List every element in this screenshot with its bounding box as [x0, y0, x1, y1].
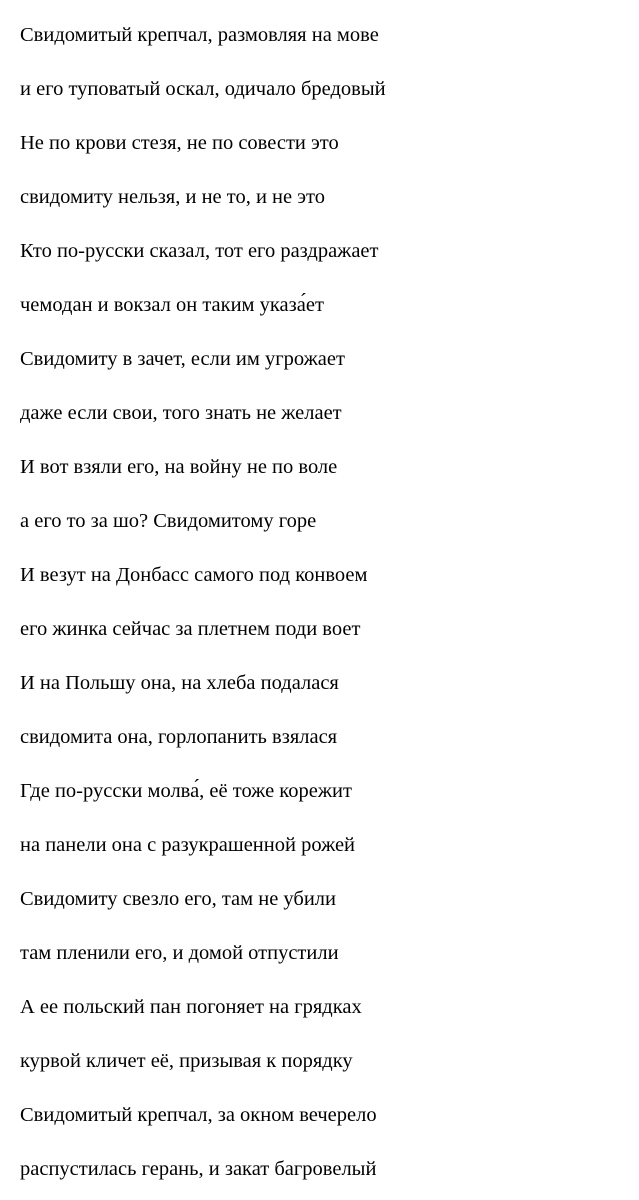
poem-line: И на Польшу она, на хлеба подалася [20, 672, 339, 694]
poem-line: Свидомитый крепчал, за окном вечерело [20, 1104, 377, 1126]
poem-line: даже если свои, того знать не желает [20, 402, 342, 424]
poem-line: распустилась герань, и закат багровелый [20, 1158, 377, 1180]
poem-line: Свидомитый крепчал, размовляя на мове [20, 24, 379, 46]
poem-line: свидомиту нельзя, и не то, и не это [20, 186, 325, 208]
poem-line: А ее польский пан погоняет на грядках [20, 996, 362, 1018]
poem-line: Кто по-русски сказал, тот его раздражает [20, 240, 379, 262]
poem-line: а его то за шо? Свидомитому горе [20, 510, 317, 532]
poem-line: чемодан и вокзал он таким указа́ет [20, 294, 324, 316]
poem-text [20, 8, 630, 1196]
poem-line: его жинка сейчас за плетнем поди воет [20, 618, 361, 640]
poem-line: И вот взяли его, на войну не по воле [20, 456, 338, 478]
poem-line: Свидомиту в зачет, если им угрожает [20, 348, 345, 370]
poem-line: Не по крови стезя, не по совести это [20, 132, 339, 154]
poem-line: и его туповатый оскал, одичало бредовый [20, 78, 386, 100]
poem-line: свидомита она, горлопанить взялася [20, 726, 338, 748]
poem-line: там пленили его, и домой отпустили [20, 942, 339, 964]
poem-line: на панели она с разукрашенной рожей [20, 834, 356, 856]
poem-line: И везут на Донбасс самого под конвоем [20, 564, 368, 586]
poem-line: курвой кличет её, призывая к порядку [20, 1050, 353, 1072]
poem-line: Свидомиту свезло его, там не убили [20, 888, 337, 910]
poem-line: Где по-русски молва́, её тоже корежит [20, 780, 352, 802]
